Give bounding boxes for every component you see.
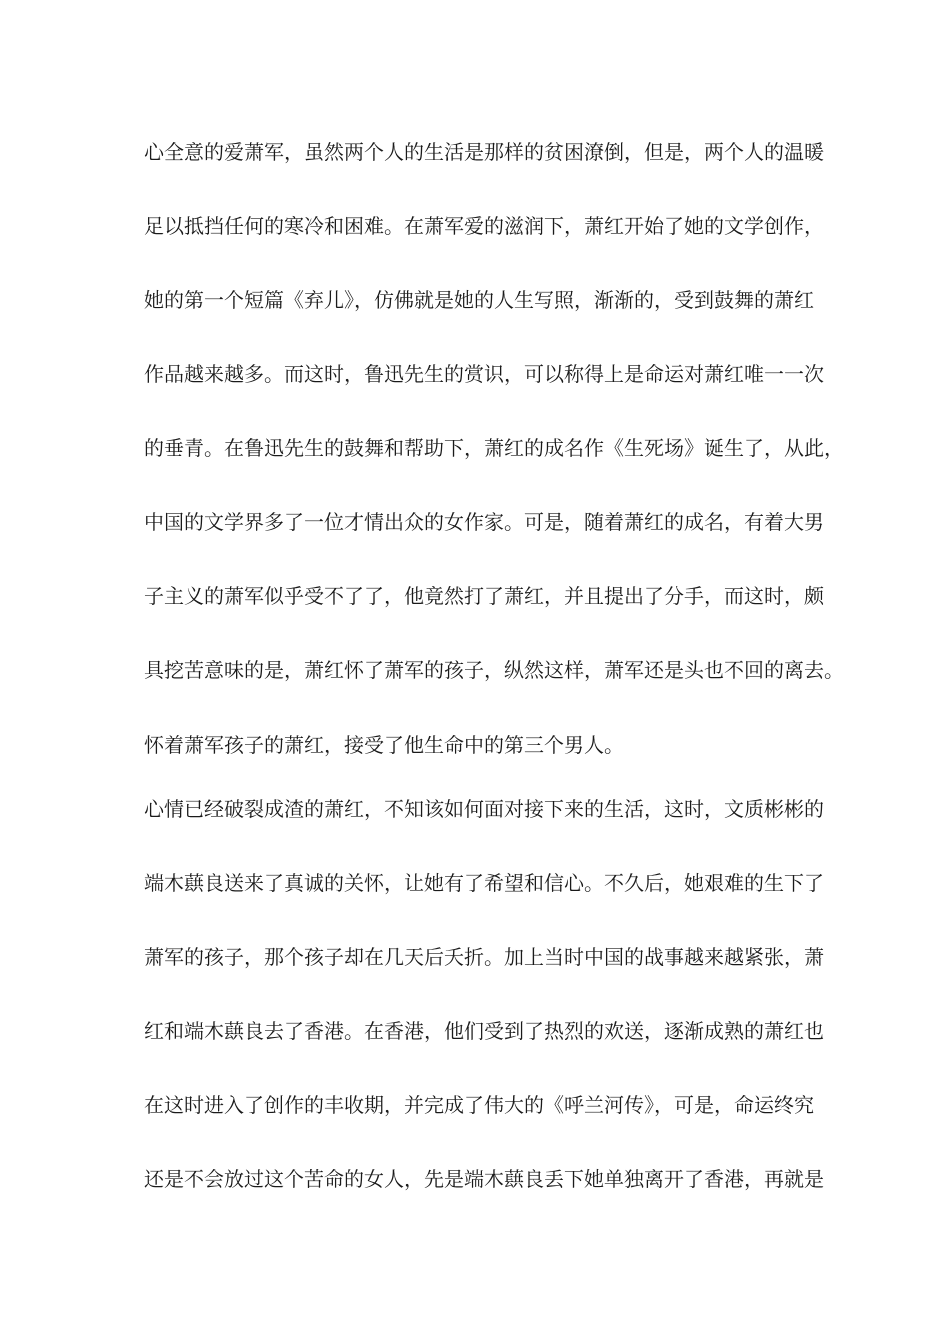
text-line: 萧军的孩子，那个孩子却在几天后夭折。加上当时中国的战事越来越紧张，萧 bbox=[144, 945, 824, 969]
text-line: 足以抵挡任何的寒冷和困难。在萧军爱的滋润下，萧红开始了她的文学创作， bbox=[144, 214, 824, 238]
text-line: 中国的文学界多了一位才情出众的女作家。可是，随着萧红的成名，有着大男 bbox=[144, 510, 824, 534]
text-line: 端木蕻良送来了真诚的关怀，让她有了希望和信心。不久后，她艰难的生下了 bbox=[144, 871, 824, 895]
text-line: 在这时进入了创作的丰收期，并完成了伟大的《呼兰河传》，可是，命运终究 bbox=[144, 1093, 814, 1117]
text-line: 具挖苦意味的是，萧红怀了萧军的孩子，纵然这样，萧军还是头也不回的离去。 bbox=[144, 658, 844, 682]
text-line: 作品越来越多。而这时，鲁迅先生的赏识，可以称得上是命运对萧红唯一一次 bbox=[144, 362, 824, 386]
text-line: 心全意的爱萧军，虽然两个人的生活是那样的贫困潦倒，但是，两个人的温暖 bbox=[144, 140, 824, 164]
text-line: 怀着萧军孩子的萧红，接受了他生命中的第三个男人。 bbox=[144, 733, 624, 757]
text-line: 还是不会放过这个苦命的女人，先是端木蕻良丢下她单独离开了香港，再就是 bbox=[144, 1167, 824, 1191]
text-line: 的垂青。在鲁迅先生的鼓舞和帮助下，萧红的成名作《生死场》诞生了，从此， bbox=[144, 436, 844, 460]
text-line: 子主义的萧军似乎受不了了，他竟然打了萧红，并且提出了分手，而这时，颇 bbox=[144, 584, 824, 608]
text-line: 心情已经破裂成渣的萧红，不知该如何面对接下来的生活，这时，文质彬彬的 bbox=[144, 797, 824, 821]
text-line: 她的第一个短篇《弃儿》，仿佛就是她的人生写照，渐渐的，受到鼓舞的萧红 bbox=[144, 288, 814, 312]
text-line: 红和端木蕻良去了香港。在香港，他们受到了热烈的欢送，逐渐成熟的萧红也 bbox=[144, 1019, 824, 1043]
